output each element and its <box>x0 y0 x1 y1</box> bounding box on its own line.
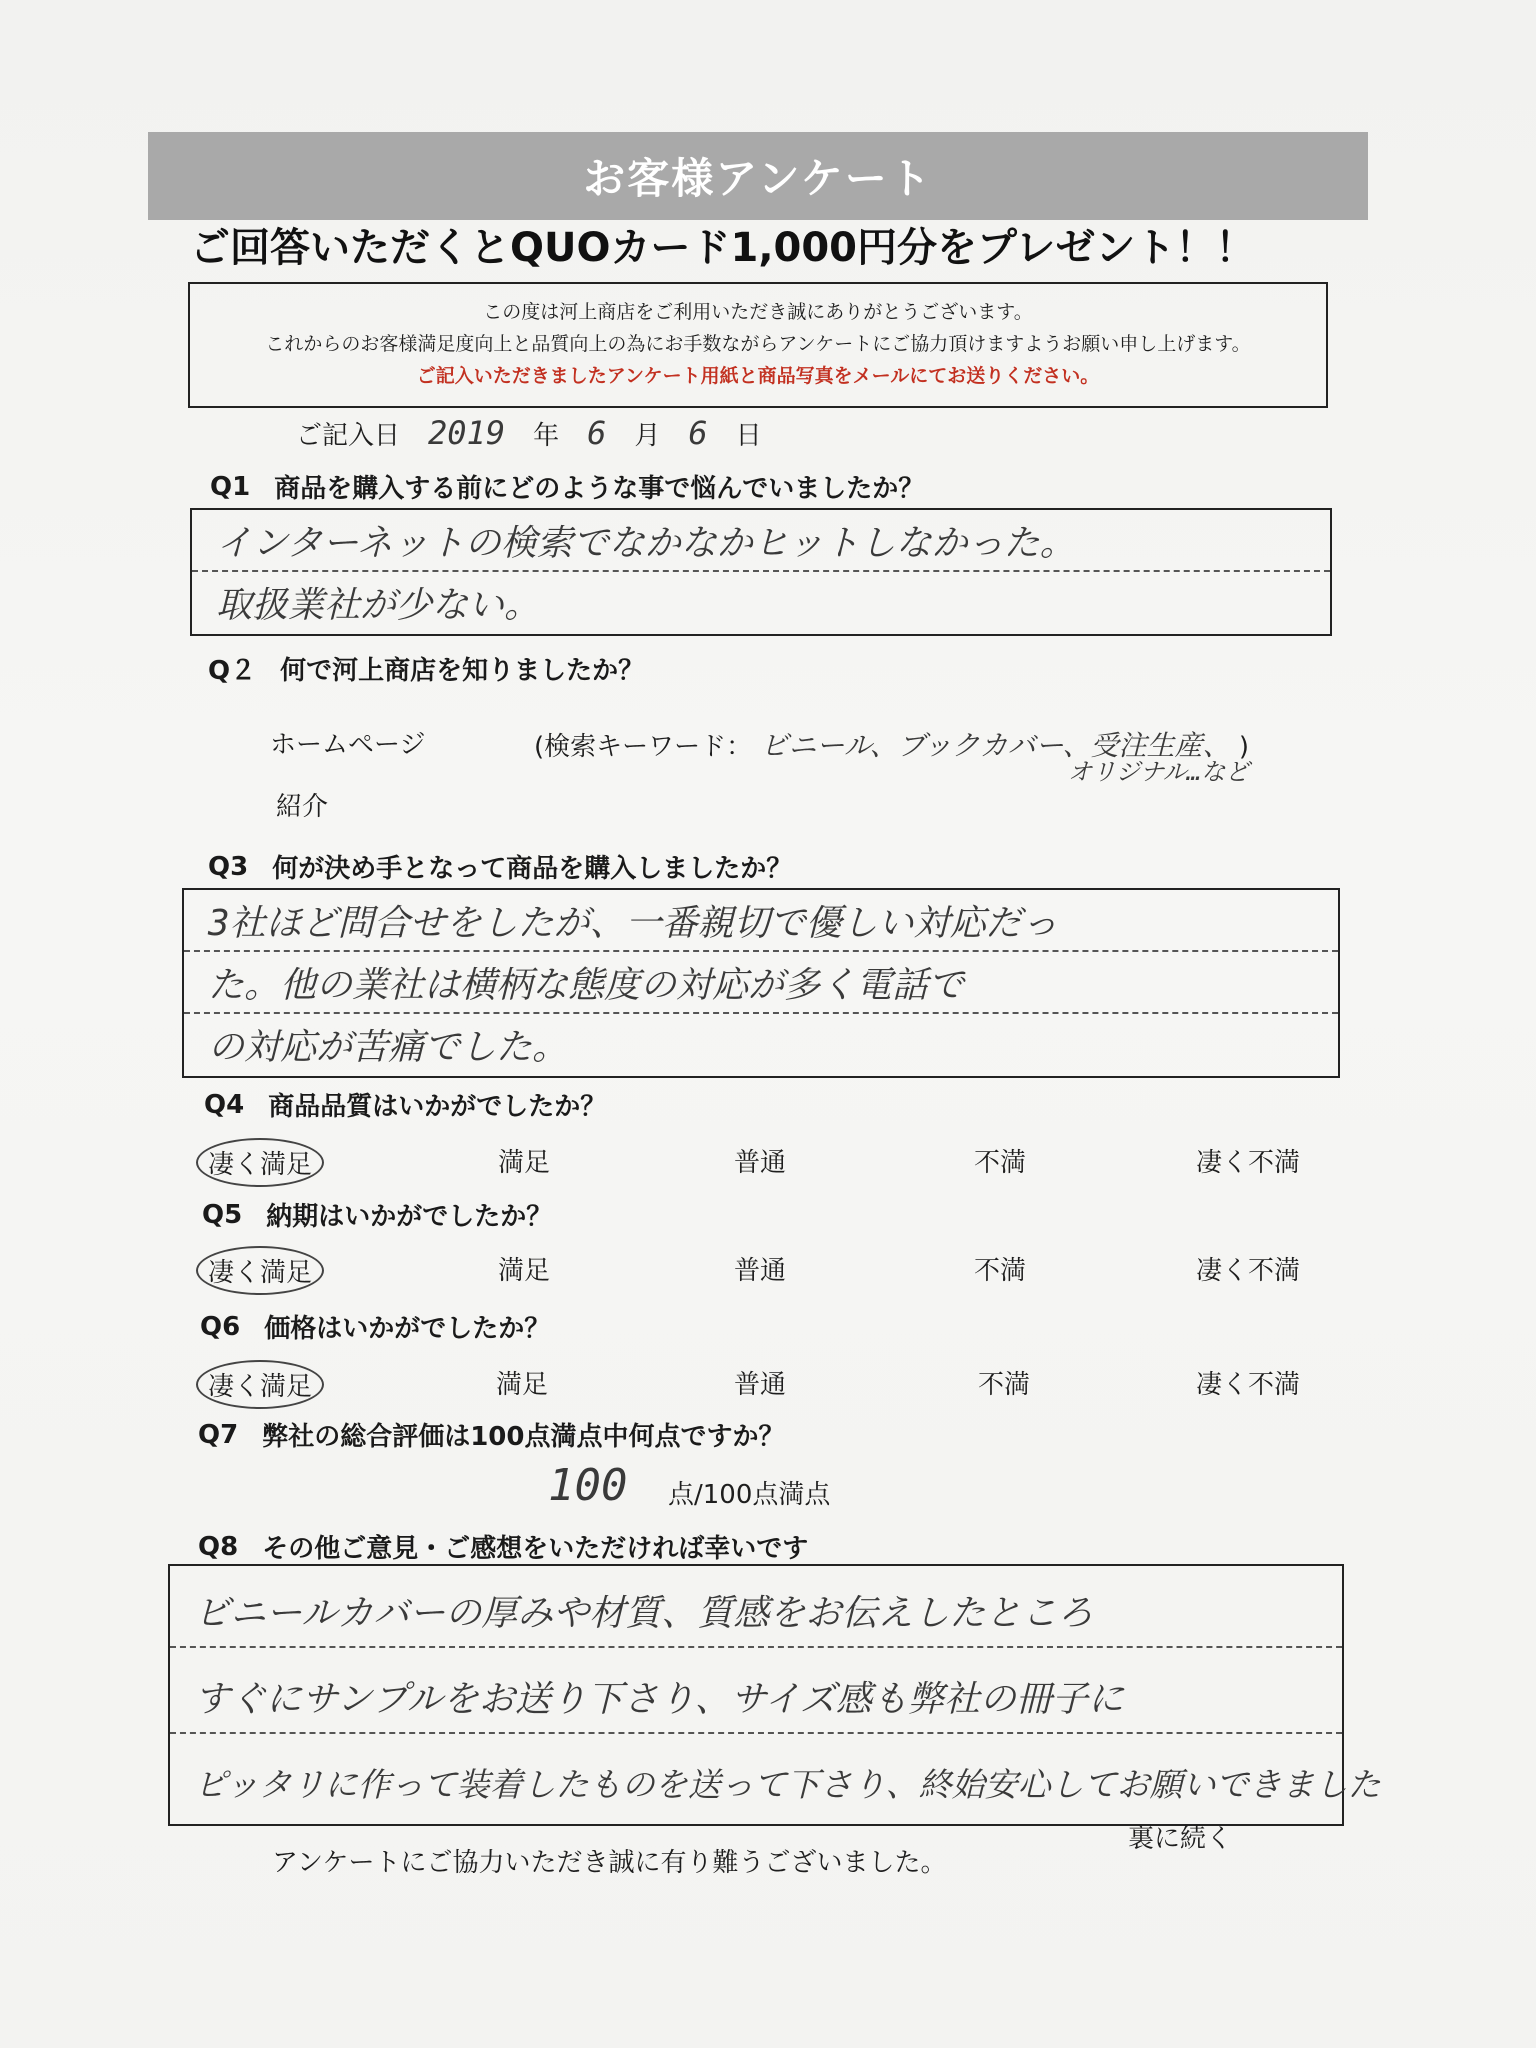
q4-option-very-satisfied[interactable]: 凄く満足 <box>196 1138 324 1187</box>
q7-score-value: 100 <box>548 1460 628 1511</box>
survey-title: お客様アンケート <box>583 154 933 203</box>
q7-number: Q7 <box>198 1419 239 1450</box>
q4-options <box>196 1138 1336 1188</box>
q8-answer-line-3: ピッタリに作って装着したものを送って下さり、終始安心してお願いできました <box>194 1764 1381 1804</box>
q5-heading <box>202 1196 552 1233</box>
q1-heading <box>210 468 924 505</box>
q4-option-dissatisfied[interactable]: 不満 <box>974 1148 1027 1178</box>
q8-answer-line-1: ビニールカバーの厚みや材質、質感をお伝えしたところ <box>170 1574 1342 1648</box>
intro-line-2: これからのお客様満足度向上と品質向上の為にお手数ながらアンケートにご協力頂けますようお願い申し上げます。 <box>265 333 1251 355</box>
q8-text: その他ご意見・ご感想をいただければ幸いです <box>262 1534 809 1564</box>
q6-text: 価格はいかがでしたか？ <box>264 1314 551 1344</box>
q2-text: 何で河上商店を知りましたか？ <box>280 656 645 686</box>
q7-heading <box>198 1416 784 1453</box>
q3-heading <box>208 848 792 885</box>
q2-number: Q２ <box>208 656 257 686</box>
q3-answer-line-3: の対応が苦痛でした。 <box>208 1026 569 1068</box>
present-headline: ご回答いただくとQUOカード1,000円分をプレゼント！！ <box>190 224 1256 271</box>
q8-answer-box <box>168 1564 1381 1826</box>
date-year-value: 2019 <box>428 414 506 452</box>
q5-option-very-satisfied[interactable]: 凄く満足 <box>196 1246 324 1295</box>
q8-number: Q8 <box>198 1531 239 1562</box>
q6-option-very-dissatisfied[interactable]: 凄く不満 <box>1196 1370 1301 1400</box>
q5-option-dissatisfied[interactable]: 不満 <box>974 1256 1027 1286</box>
q6-option-very-satisfied[interactable]: 凄く満足 <box>196 1360 324 1409</box>
q5-option-satisfied[interactable]: 満足 <box>498 1256 551 1286</box>
q6-option-satisfied[interactable]: 満足 <box>496 1370 549 1400</box>
q2-option-referral: 紹介 <box>276 792 329 822</box>
q1-number: Q1 <box>210 471 251 502</box>
q2-keyword-label: (検索キーワード： <box>534 732 753 762</box>
q1-text: 商品を購入する前にどのような事で悩んでいましたか？ <box>274 474 925 504</box>
q7-score-suffix: 点/100点満点 <box>668 1480 831 1510</box>
footer-continue: 裏に続く <box>1128 1824 1233 1854</box>
q6-heading <box>200 1308 550 1345</box>
q6-number: Q6 <box>200 1311 241 1342</box>
date-year-unit: 年 <box>533 420 560 451</box>
intro-line-1: この度は河上商店をご利用いただき誠にありがとうございます。 <box>483 301 1033 323</box>
q4-option-very-dissatisfied[interactable]: 凄く不満 <box>1196 1148 1301 1178</box>
q6-option-dissatisfied[interactable]: 不満 <box>978 1370 1031 1400</box>
q2-option-homepage: ホームページ <box>270 730 426 760</box>
footer-thanks: アンケートにご協力いただき誠に有り難うございました。 <box>272 1848 947 1878</box>
survey-title-bar <box>148 132 1368 220</box>
q2-keyword-close: ) <box>1238 732 1249 762</box>
entry-date-row <box>296 408 762 458</box>
q5-option-very-dissatisfied[interactable]: 凄く不満 <box>1196 1256 1301 1286</box>
intro-line-3: ご記入いただきましたアンケート用紙と商品写真をメールにてお送りください。 <box>416 365 1100 387</box>
q3-answer-box <box>182 888 1340 1078</box>
q3-text: 何が決め手となって商品を購入しましたか？ <box>272 854 793 884</box>
date-month-unit: 月 <box>634 420 661 451</box>
q6-options <box>196 1360 1336 1410</box>
date-day-unit: 日 <box>735 420 762 451</box>
q5-options <box>196 1246 1336 1296</box>
q2-heading <box>208 650 644 687</box>
q3-answer-line-1: 3社ほど問合せをしたが、一番親切で優しい対応だっ <box>184 890 1338 952</box>
q4-text: 商品品質はいかがでしたか？ <box>268 1092 607 1122</box>
q4-option-satisfied[interactable]: 満足 <box>498 1148 551 1178</box>
q5-text: 納期はいかがでしたか？ <box>266 1202 553 1232</box>
q4-option-normal[interactable]: 普通 <box>734 1148 787 1178</box>
q3-answer-line-2: た。他の業社は横柄な態度の対応が多く電話で <box>184 952 1338 1014</box>
q2-keyword-handwritten-2: オリジナル…など <box>1068 758 1250 786</box>
q5-option-normal[interactable]: 普通 <box>734 1256 787 1286</box>
q2-keyword-handwritten: ビニール、ブックカバー、受注生産、 <box>760 729 1231 762</box>
q7-text: 弊社の総合評価は100点満点中何点ですか？ <box>262 1422 785 1452</box>
date-label: ご記入日 <box>296 420 401 451</box>
q4-number: Q4 <box>204 1089 245 1120</box>
intro-box <box>188 282 1328 408</box>
q8-heading <box>198 1528 808 1565</box>
date-month-value: 6 <box>587 414 607 452</box>
q1-answer-line-1: インターネットの検索でなかなかヒットしなかった。 <box>192 510 1330 572</box>
q1-answer-line-2: 取扱業社が少ない。 <box>216 584 541 626</box>
q4-heading <box>204 1086 606 1123</box>
q3-number: Q3 <box>208 851 249 882</box>
q1-answer-box <box>190 508 1332 636</box>
q6-option-normal[interactable]: 普通 <box>734 1370 787 1400</box>
date-day-value: 6 <box>688 414 708 452</box>
q5-number: Q5 <box>202 1199 243 1230</box>
q8-answer-line-2: すぐにサンプルをお送り下さり、サイズ感も弊社の冊子に <box>170 1660 1342 1734</box>
